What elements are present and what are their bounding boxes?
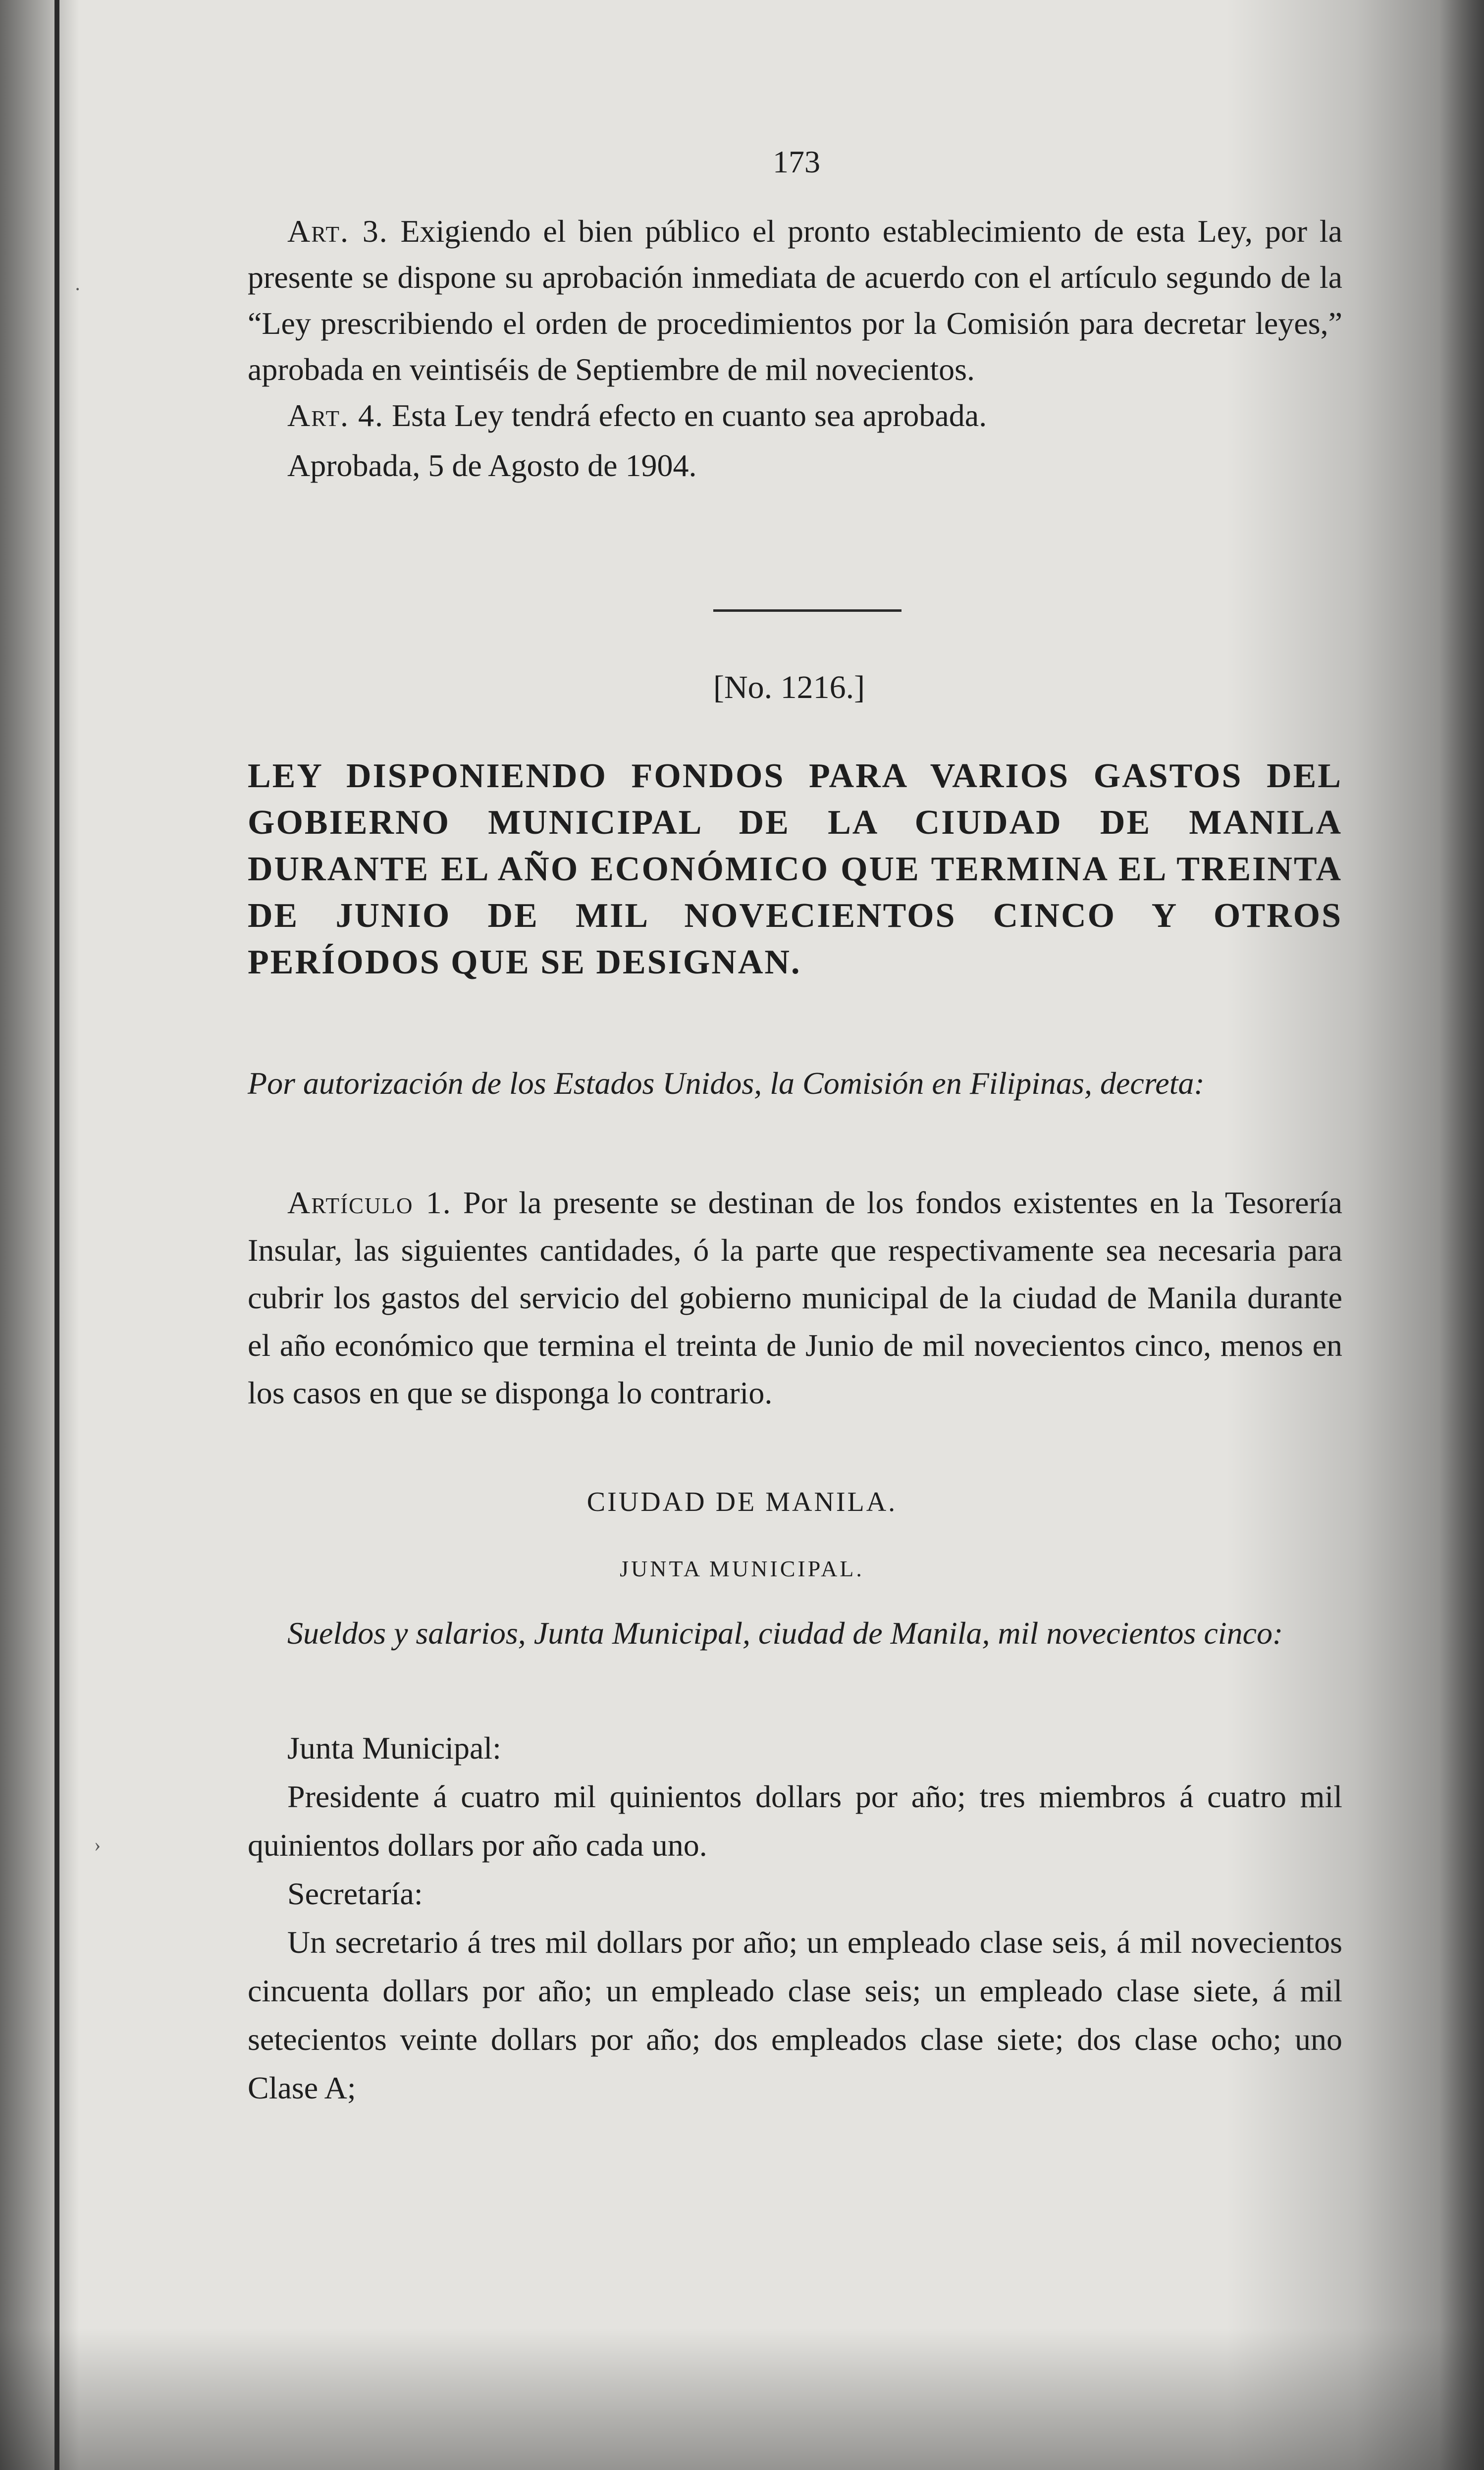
article-4-label: Art. 4. (287, 398, 384, 433)
article-3-label: Art. 3. (287, 214, 388, 249)
heading-city: CIUDAD DE MANILA. (586, 1487, 898, 1517)
secretaria-text: Un secretario á tres mil dollars por año; un empleado clase seis, á mil novecientos cincuenta dollars por año; un empleado clase seis; un empleado clase siete, á mil setecientos veinte dollars por año; dos empleados clase siete; dos clase ocho; uno Clase A; (248, 1925, 1342, 2105)
closing-articles (248, 208, 1342, 488)
law-number: [No. 1216.] (713, 669, 865, 705)
junta-text: Presidente á cuatro mil quinientos dollars por año; tres miembros á cuatro mil quinientos dollars por año cada uno. (248, 1779, 1342, 1863)
salaries-heading: Sueldos y salarios, Junta Municipal, ciudad de Manila, mil novecientos cinco: (287, 1615, 1283, 1651)
article-3 (248, 208, 1342, 392)
law-title: LEY DISPONIENDO FONDOS PARA VARIOS GASTOS DEL GOBIERNO MUNICIPAL DE LA CIUDAD DE MANILA DURANTE EL AÑO ECONÓMICO QUE TERMINA EL TREINTA DE JUNIO DE MIL NOVECIENTOS CINCO Y OTROS PERÍODOS QUE SE DESIGNAN. (248, 757, 1342, 981)
article-1-label: Artículo 1. (287, 1185, 452, 1220)
secretaria-label: Secretaría: (287, 1876, 423, 1911)
margin-mark: › (94, 1833, 101, 1856)
article-4 (248, 392, 1342, 438)
article-4-text: Esta Ley tendrá efecto en cuanto sea aprobada. (392, 398, 987, 433)
salary-items (248, 1724, 1342, 2112)
article-3-text: Exigiendo el bien público el pronto establecimiento de esta Ley, por la presente se dispone su aprobación inmediata de acuerdo con el artículo segundo de la “Ley prescribiendo el orden de procedimientos por la Comisión para decretar leyes,” aprobada en veintiséis de Septiembre de mil novecientos. (248, 214, 1342, 387)
junta-label: Junta Municipal: (287, 1730, 501, 1766)
section-divider (713, 609, 901, 612)
page-edge-shadow (1439, 0, 1484, 2470)
enacting-clause: Por autorización de los Estados Unidos, la Comisión en Filipinas, decreta: (248, 1066, 1205, 1101)
approval-date: Aprobada, 5 de Agosto de 1904. (287, 448, 697, 483)
book-spine (54, 0, 59, 2470)
margin-mark: · (74, 278, 81, 300)
heading-board: JUNTA MUNICIPAL. (620, 1556, 864, 1581)
article-1 (248, 1179, 1342, 1417)
article-1-text: Por la presente se destinan de los fondos existentes en la Tesorería Insular, las siguientes cantidades, ó la parte que respectivamente sea necesaria para cubrir los gastos del servicio del gobierno municipal de la ciudad de Manila durante el año económico que termina el treinta de Junio de mil novecientos cinco, menos en los casos en que se disponga lo contrario. (248, 1185, 1343, 1410)
page-number: 173 (773, 144, 820, 179)
